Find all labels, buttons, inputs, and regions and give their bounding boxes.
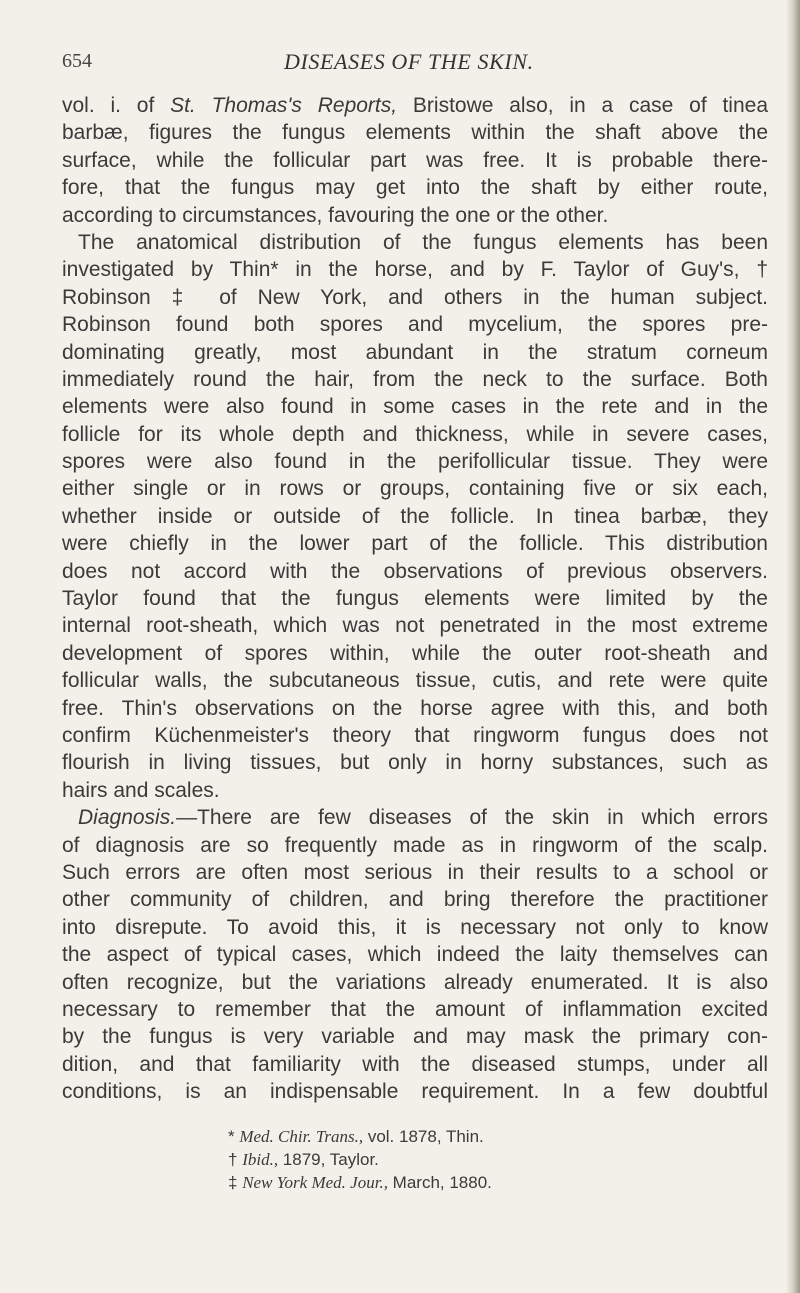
text-line: by the fungus is very variable and may mask the primary con- bbox=[62, 1025, 768, 1049]
text-line: vol. i. of St. Thomas's Reports, Bristowe also, in a case of tinea bbox=[62, 94, 769, 117]
text-line: other community of children, and bring therefore the practitioner bbox=[62, 888, 768, 912]
text-line: follicle for its whole depth and thickness, while in severe cases, bbox=[62, 422, 768, 446]
footnote: † Ibid., 1879, Taylor. bbox=[228, 1150, 379, 1169]
footnote-source: Med. Chir. Trans., bbox=[239, 1127, 364, 1146]
text-line: The anatomical distribution of the fungus elements has been bbox=[78, 230, 768, 254]
text-line: Taylor found that the fungus elements were limited by the bbox=[62, 587, 768, 611]
paragraph-3 bbox=[62, 804, 768, 1105]
text-line: Robinson found both spores and mycelium, the spores pre- bbox=[62, 313, 768, 337]
text-line: whether inside or outside of the follicle. In tinea barbæ, they bbox=[62, 504, 768, 528]
text-line: investigated by Thin* in the horse, and by F. Taylor of Guy's, † bbox=[62, 258, 768, 282]
text-line: of diagnosis are so frequently made as in ringworm of the scalp. bbox=[62, 833, 768, 857]
text-line: either single or in rows or groups, containing five or six each, bbox=[62, 477, 768, 501]
text-line: were chiefly in the lower part of the follicle. This distribution bbox=[62, 532, 768, 556]
text-line: confirm Küchenmeister's theory that ringworm fungus does not bbox=[62, 723, 768, 747]
text-line: surface, while the follicular part was free. It is probable there- bbox=[62, 148, 768, 172]
text-line: into disrepute. To avoid this, it is necessary not only to know bbox=[62, 915, 768, 939]
text-line: necessary to remember that the amount of inflammation excited bbox=[62, 997, 768, 1021]
footnote: ‡ New York Med. Jour., March, 1880. bbox=[228, 1173, 492, 1192]
text-line: free. Thin's observations on the horse agree with this, and both bbox=[62, 696, 768, 720]
paragraph-1 bbox=[62, 92, 768, 229]
text-line: dominating greatly, most abundant in the stratum corneum bbox=[62, 340, 768, 364]
text-line: Robinson ‡ of New York, and others in the human subject. bbox=[62, 285, 768, 309]
text-line: dition, and that familiarity with the diseased stumps, under all bbox=[62, 1052, 768, 1076]
text-line: Such errors are often most serious in their results to a school or bbox=[62, 860, 768, 884]
text-line: does not accord with the observations of previous observers. bbox=[62, 559, 768, 583]
text-line: Diagnosis.—There are few diseases of the skin in which errors bbox=[78, 806, 768, 830]
text-line: elements were also found in some cases in the rete and in the bbox=[62, 395, 768, 419]
page-spine-shadow bbox=[786, 0, 800, 1293]
page-header bbox=[62, 50, 762, 82]
text-line: conditions, is an indispensable requirement. In a few doubtful bbox=[62, 1080, 768, 1104]
journal-title: St. Thomas's Reports, bbox=[170, 94, 398, 117]
text-line: hairs and scales. bbox=[62, 778, 220, 802]
running-title: DISEASES OF THE SKIN. bbox=[284, 49, 534, 74]
footnote-source: New York Med. Jour., bbox=[242, 1173, 388, 1192]
page-number: 654 bbox=[62, 50, 92, 72]
text-line: spores were also found in the perifollicular tissue. They were bbox=[62, 450, 768, 474]
paragraph-2 bbox=[62, 229, 768, 804]
text-line: the aspect of typical cases, which indeed the laity themselves can bbox=[62, 943, 768, 967]
text-line: often recognize, but the variations already enumerated. It is also bbox=[62, 970, 768, 994]
text-line: internal root-sheath, which was not penetrated in the most extreme bbox=[62, 614, 768, 638]
text-line: according to circumstances, favouring the one or the other. bbox=[62, 203, 609, 227]
body-text bbox=[62, 92, 768, 1105]
section-heading-diagnosis: Diagnosis. bbox=[78, 806, 177, 830]
footnote: * Med. Chir. Trans., vol. 1878, Thin. bbox=[228, 1127, 484, 1146]
text-line: immediately round the hair, from the neck to the surface. Both bbox=[62, 367, 768, 391]
text-line: development of spores within, while the outer root-sheath and bbox=[62, 641, 768, 665]
text-line: barbæ, figures the fungus elements within the shaft above the bbox=[62, 121, 768, 145]
text-line: follicular walls, the subcutaneous tissue, cutis, and rete were quite bbox=[62, 669, 768, 693]
footnote-source: Ibid., bbox=[242, 1150, 279, 1169]
footnotes bbox=[228, 1125, 728, 1194]
text-line: fore, that the fungus may get into the shaft by either route, bbox=[62, 176, 768, 200]
text-line: flourish in living tissues, but only in horny substances, such as bbox=[62, 751, 768, 775]
